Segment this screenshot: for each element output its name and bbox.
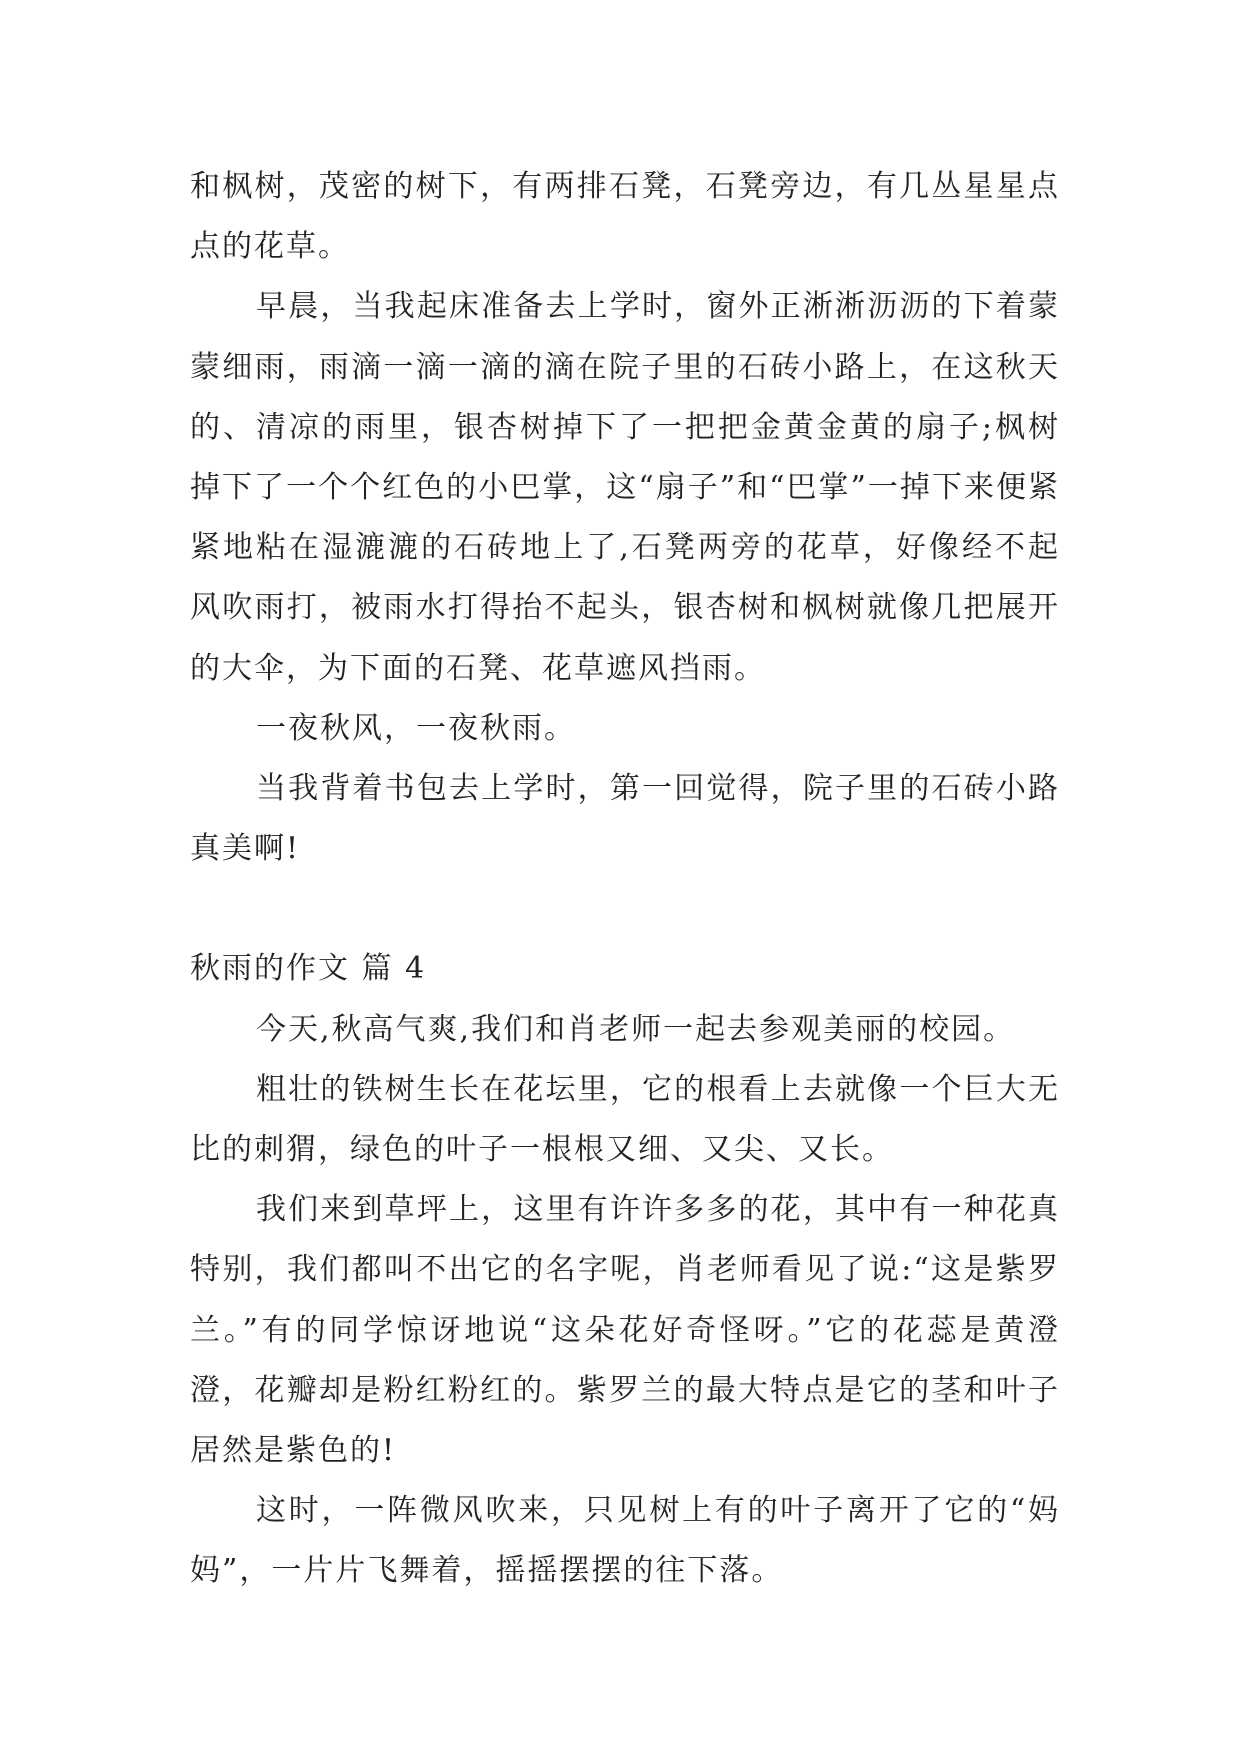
paragraph-8: 这时，一阵微风吹来，只见树上有的叶子离开了它的“妈妈”，一片片飞舞着，摇摇摆摆的往下落。 [190, 1493, 1060, 1589]
paragraph-6: 粗壮的铁树生长在花坛里，它的根看上去就像一个巨大无比的刺猬，绿色的叶子一根根又细、又尖、又长。 [190, 1071, 1060, 1168]
paragraph-7: 我们来到草坪上，这里有许许多多的花，其中有一种花真特别，我们都叫不出它的名字呢，肖老师看见了说:“这是紫罗兰。”有的同学惊讶地说“这朵花好奇怪呀。”它的花蕊是黄澄澄，花瓣却是粉红粉红的。紫罗兰的最大特点是它的茎和叶子居然是紫色的! [190, 1192, 1060, 1469]
paragraph-1: 和枫树，茂密的树下，有两排石凳，石凳旁边，有几丛星星点点的花草。 [190, 169, 1060, 265]
document-page [190, 157, 1060, 1602]
paragraph-4: 当我背着书包去上学时，第一回觉得，院子里的石砖小路真美啊! [190, 771, 1060, 867]
section-heading: 秋雨的作文 篇 4 [190, 951, 427, 987]
paragraph-3: 一夜秋风，一夜秋雨。 [256, 710, 576, 746]
paragraph-2: 早晨，当我起床准备去上学时，窗外正淅淅沥沥的下着蒙蒙细雨，雨滴一滴一滴的滴在院子里的石砖小路上，在这秋天的、清凉的雨里，银杏树掉下了一把把金黄金黄的扇子;枫树掉下了一个个红色的小巴掌，这“扇子”和“巴掌”一掉下来便紧紧地粘在湿漉漉的石砖地上了,石凳两旁的花草，好像经不起风吹雨打，被雨水打得抬不起头，银杏树和枫树就像几把展开的大伞，为下面的石凳、花草遮风挡雨。 [190, 289, 1060, 686]
section-gap [190, 879, 1060, 939]
paragraph-5: 今天,秋高气爽,我们和肖老师一起去参观美丽的校园。 [256, 1011, 1016, 1047]
